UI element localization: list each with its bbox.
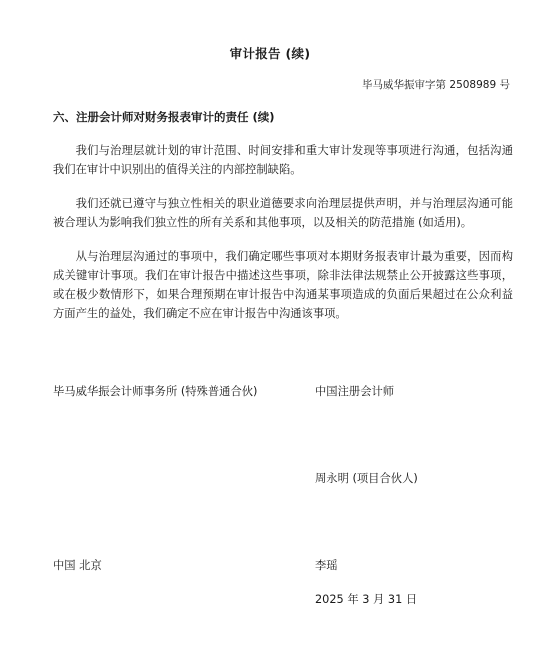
report-date: 2025 年 3 月 31 日 xyxy=(315,593,418,606)
paragraph-independence: 我们还就已遵守与独立性相关的职业道德要求向治理层提供声明，并与治理层沟通可能被合理认为影响我们独立性的所有关系和其他事项，以及相关的防范措施 (如适用)。 xyxy=(53,197,513,229)
section-heading: 六、注册会计师对财务报表审计的责任 (续) xyxy=(53,110,275,124)
location: 中国 北京 xyxy=(53,559,102,572)
paragraph-communication: 我们与治理层就计划的审计范围、时间安排和重大审计发现等事项进行沟通，包括沟通我们在审计中识别出的值得关注的内部控制缺陷。 xyxy=(53,144,513,176)
cpa-label: 中国注册会计师 xyxy=(315,385,395,398)
reference-number: 毕马威华振审字第 2508989 号 xyxy=(362,79,510,91)
partner-signature: 周永明 (项目合伙人) xyxy=(315,472,418,485)
paragraph-key-audit-matters: 从与治理层沟通过的事项中，我们确定哪些事项对本期财务报表审计最为重要，因而构成关键审计事项。我们在审计报告中描述这些事项，除非法律法规禁止公开披露这些事项，或在极少数情形下，如果合理预期在审计报告中沟通某事项造成的负面后果超过在公众利益方面产生的益处，我们确定不应在审计报告中沟通该事项。 xyxy=(53,250,513,320)
second-cpa-signature: 李瑶 xyxy=(315,559,338,572)
report-title: 审计报告 (续) xyxy=(229,46,311,61)
firm-name: 毕马威华振会计师事务所 (特殊普通合伙) xyxy=(53,385,258,398)
